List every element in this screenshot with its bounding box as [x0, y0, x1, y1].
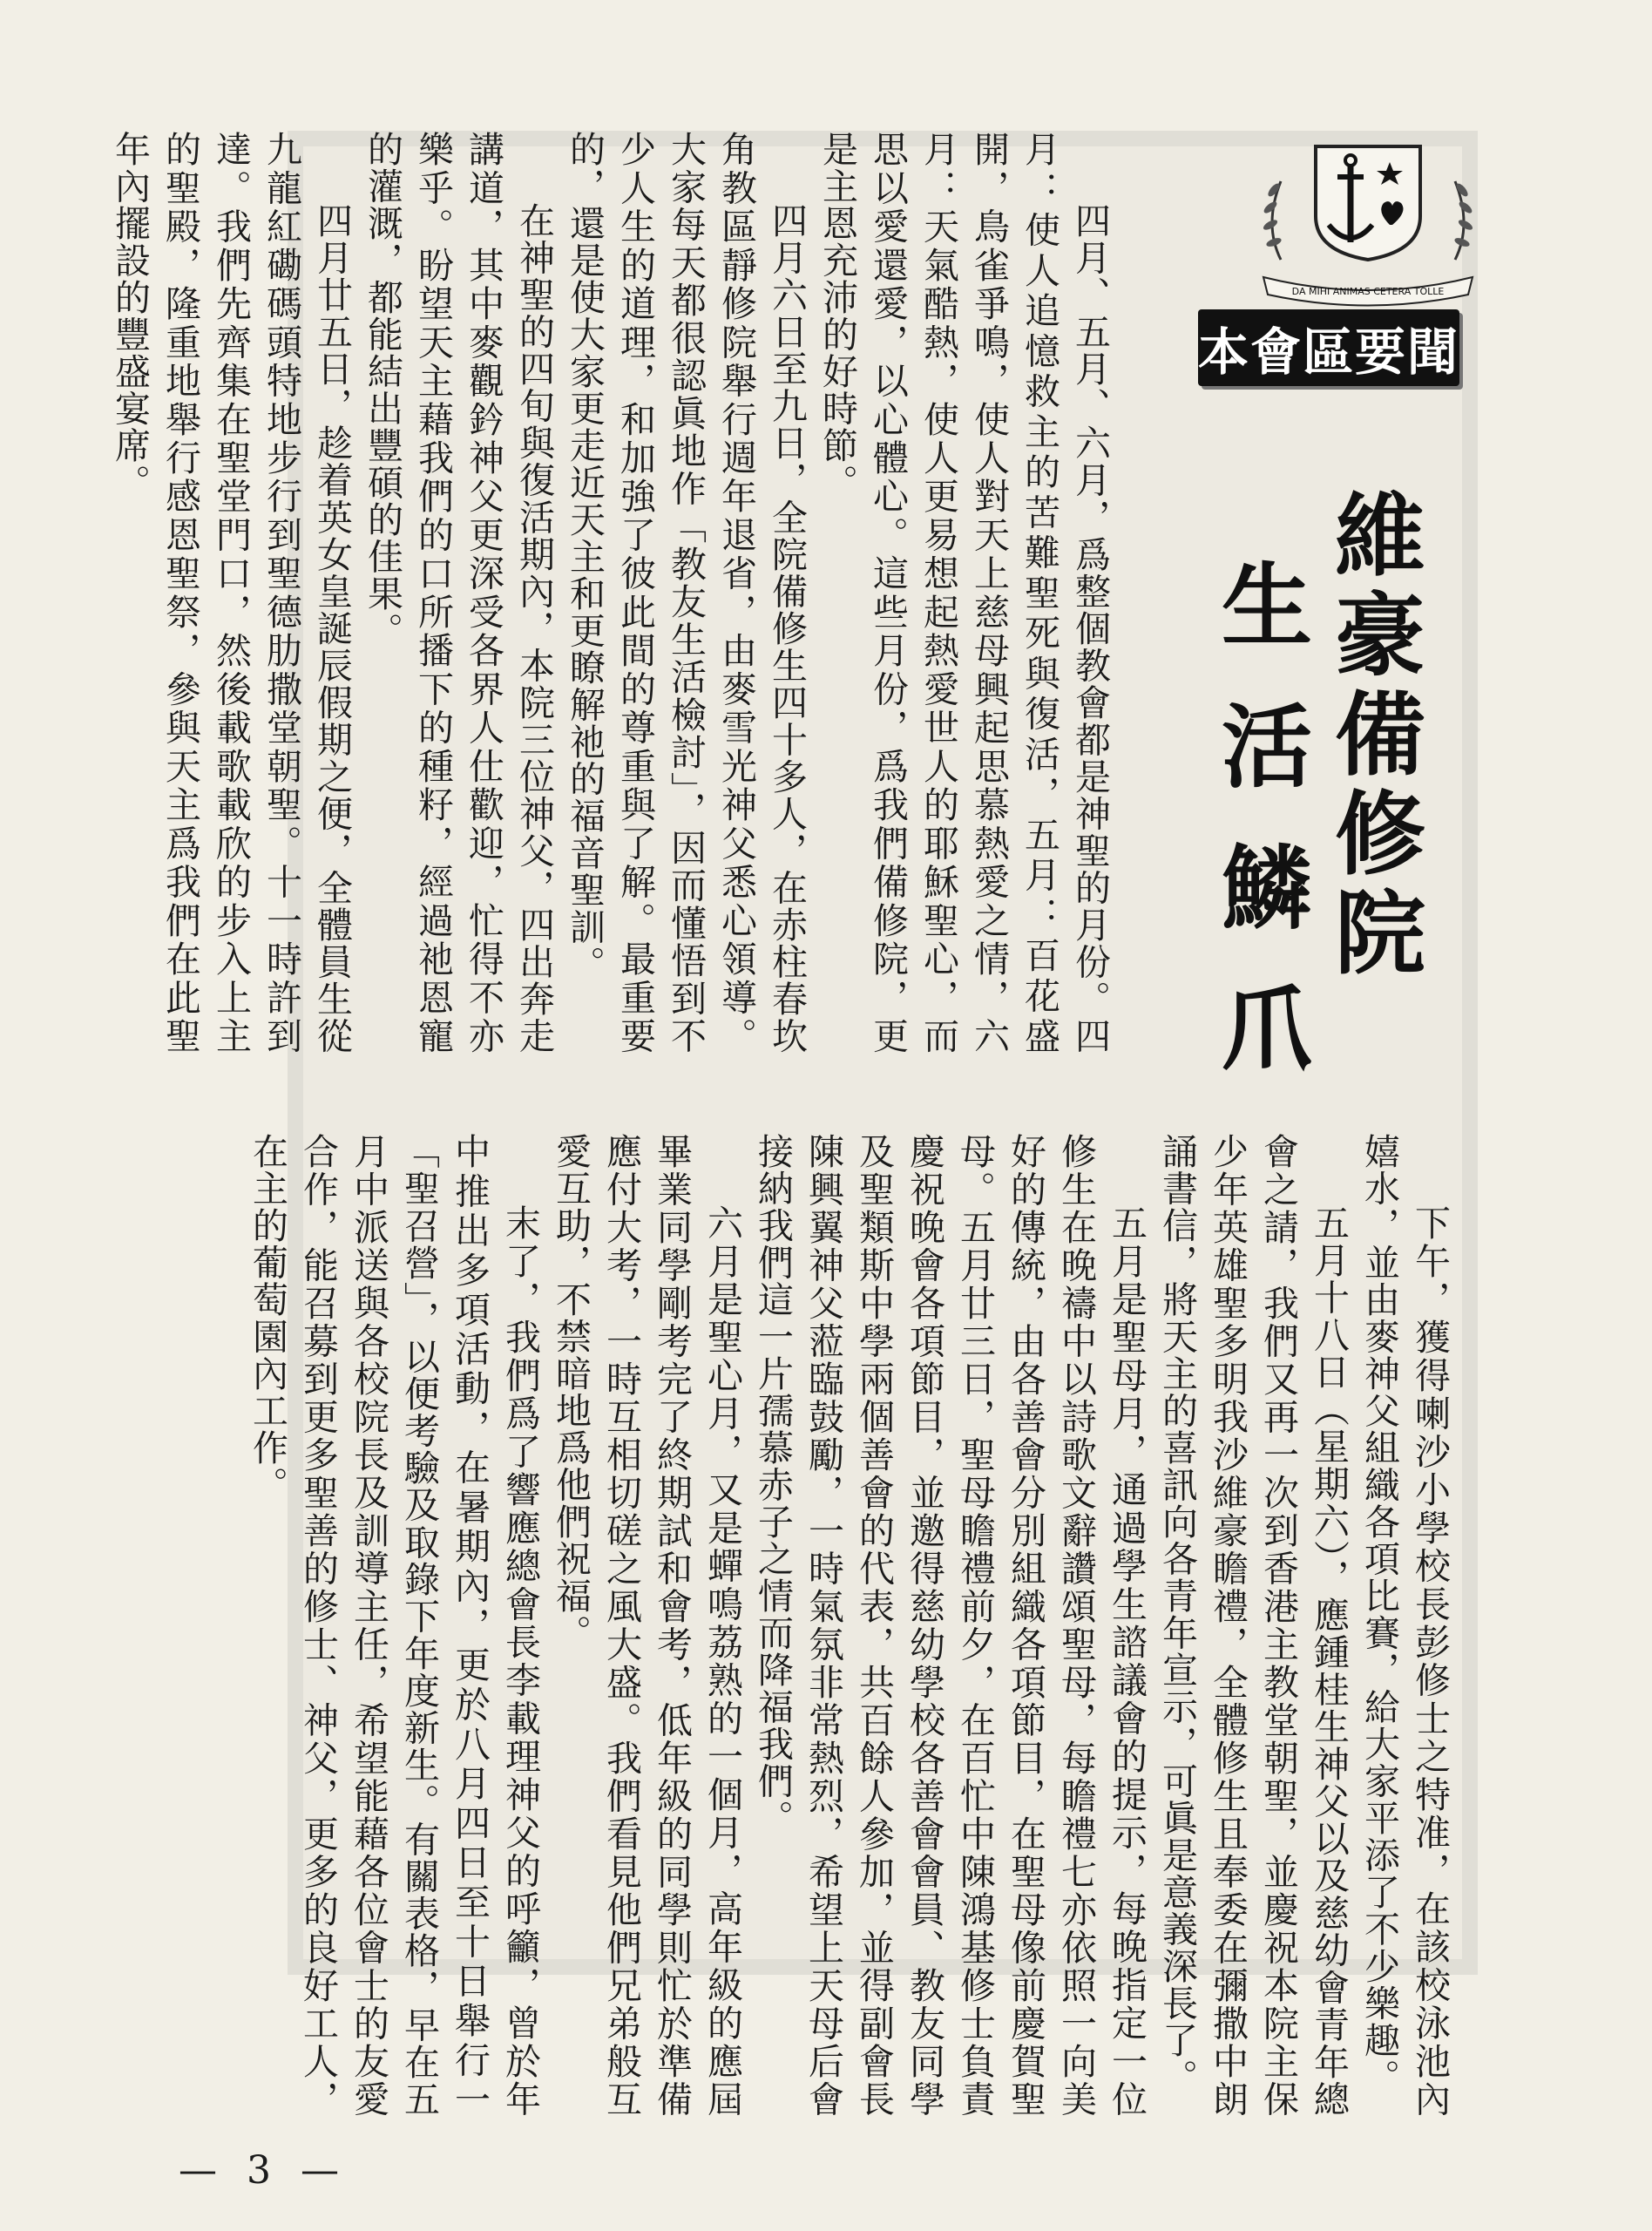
paragraph: 六月是聖心月，又是蟬鳴荔熟的一個月，高年級的應屆畢業同學剛考完了終期試和會考，低年級的同學則忙於準備應付大考，一時互相切磋之風大盛。我們看見他們兄弟般互愛互助，不禁暗地爲他們祝福。 — [550, 1133, 743, 2118]
paragraph: 四月廿五日，趁着英女皇誕辰假期之便，全體員生從九龍紅磡碼頭特地步行到聖德肋撒堂朝聖。十一時許到達。我們先齊集在聖堂門口，然後載歌載欣的步入上主的聖殿，隆重地舉行感恩聖祭，參與天主爲我們在此聖年內擺設的豐盛宴席。 — [109, 131, 353, 1054]
paragraph: 五月是聖母月，通過學生諮議會的提示，每晚指定一位修生在晚禱中以詩歌文辭讚頌聖母，每瞻禮七亦依照一向美好的傳統，由各善會分別組織各項節目，在聖母像前慶賀聖母。五月廿三日，聖母瞻禮前夕，在百忙中陳鴻基修士負責慶祝晚會各項節目，並邀得慈幼學校各善會會員、教友同學及聖類斯中學兩個善會的代表，共百餘人參加，並得副會長陳興翼神父蒞臨鼓勵，一時氣氛非常熱烈，希望上天母后會接納我們這一片孺慕赤子之情而降福我們。 — [752, 1133, 1148, 2118]
paragraph: 末了，我們爲了響應總會長李載理神父的呼籲，曾於年中推出多項活動，在暑期內，更於八月四日至十日舉行一「聖召營」，以便考驗及取錄下年度新生。有關表格，早在五月中派送與各校院長及訓導主任，希望能藉各位會士的友愛合作，能召募到更多聖善的修士、神父，更多的良好工人，在主的葡萄園內工作。 — [247, 1133, 541, 2118]
section-banner: 本會區要聞 — [1198, 309, 1459, 386]
article-upper-block — [109, 131, 1115, 1054]
article-lower-block — [179, 1133, 1455, 2118]
page-number: — 3 — — [179, 2148, 348, 2193]
article-title: 維豪備修院 — [1319, 488, 1425, 985]
emblem-motto: DA MIHI ANIMAS CETERA TOLLE — [1291, 286, 1445, 297]
paragraph: 四月六日至九日，全院備修生四十多人，在赤柱春坎角教區靜修院舉行週年退省，由麥雪光神父悉心領導。大家每天都很認眞地作「教友生活檢討」，因而懂悟到不少人生的道理，和加強了彼此間的尊重與了解。最重要的，還是使大家更走近天主和更瞭解祂的福音聖訓。 — [564, 131, 808, 1054]
article-subtitle: 生活鱗爪 — [1206, 558, 1312, 1122]
paragraph: 下午，獲得喇沙小學校長彭修士之特准，在該校泳池內嬉水，並由麥神父組織各項比賽，給大家平添了不少樂趣。 — [1358, 1133, 1451, 2118]
paragraph: 四月、五月、六月，爲整個教會都是神聖的月份。四月：使人追憶救主的苦難聖死與復活，五月：百花盛開，鳥雀爭鳴，使人對天上慈母興起思慕熱愛之情，六月：天氣酷熱，使人更易想起熱愛世人的耶穌聖心，而思以愛還愛，以心體心。這些月份，爲我們備修院，更是主恩充沛的好時節。 — [816, 131, 1111, 1054]
paragraph: 在神聖的四旬與復活期內，本院三位神父，四出奔走講道，其中麥觀鈐神父更深受各界人仕歡迎，忙得不亦樂乎。盼望天主藉我們的口所播下的種籽，經過祂恩寵的灌溉，都能結出豐碩的佳果。 — [362, 131, 555, 1054]
seminary-emblem-icon — [1246, 129, 1490, 303]
paragraph: 五月十八日（星期六），應鍾桂生神父以及慈幼會青年總會之請，我們又再一次到香港主教堂朝聖，並慶祝本院主保少年英雄聖多明我沙維豪瞻禮，全體修生且奉委在彌撒中朗誦書信，將天主的喜訊向各青年宣示，可眞是意義深長了。 — [1156, 1133, 1350, 2118]
